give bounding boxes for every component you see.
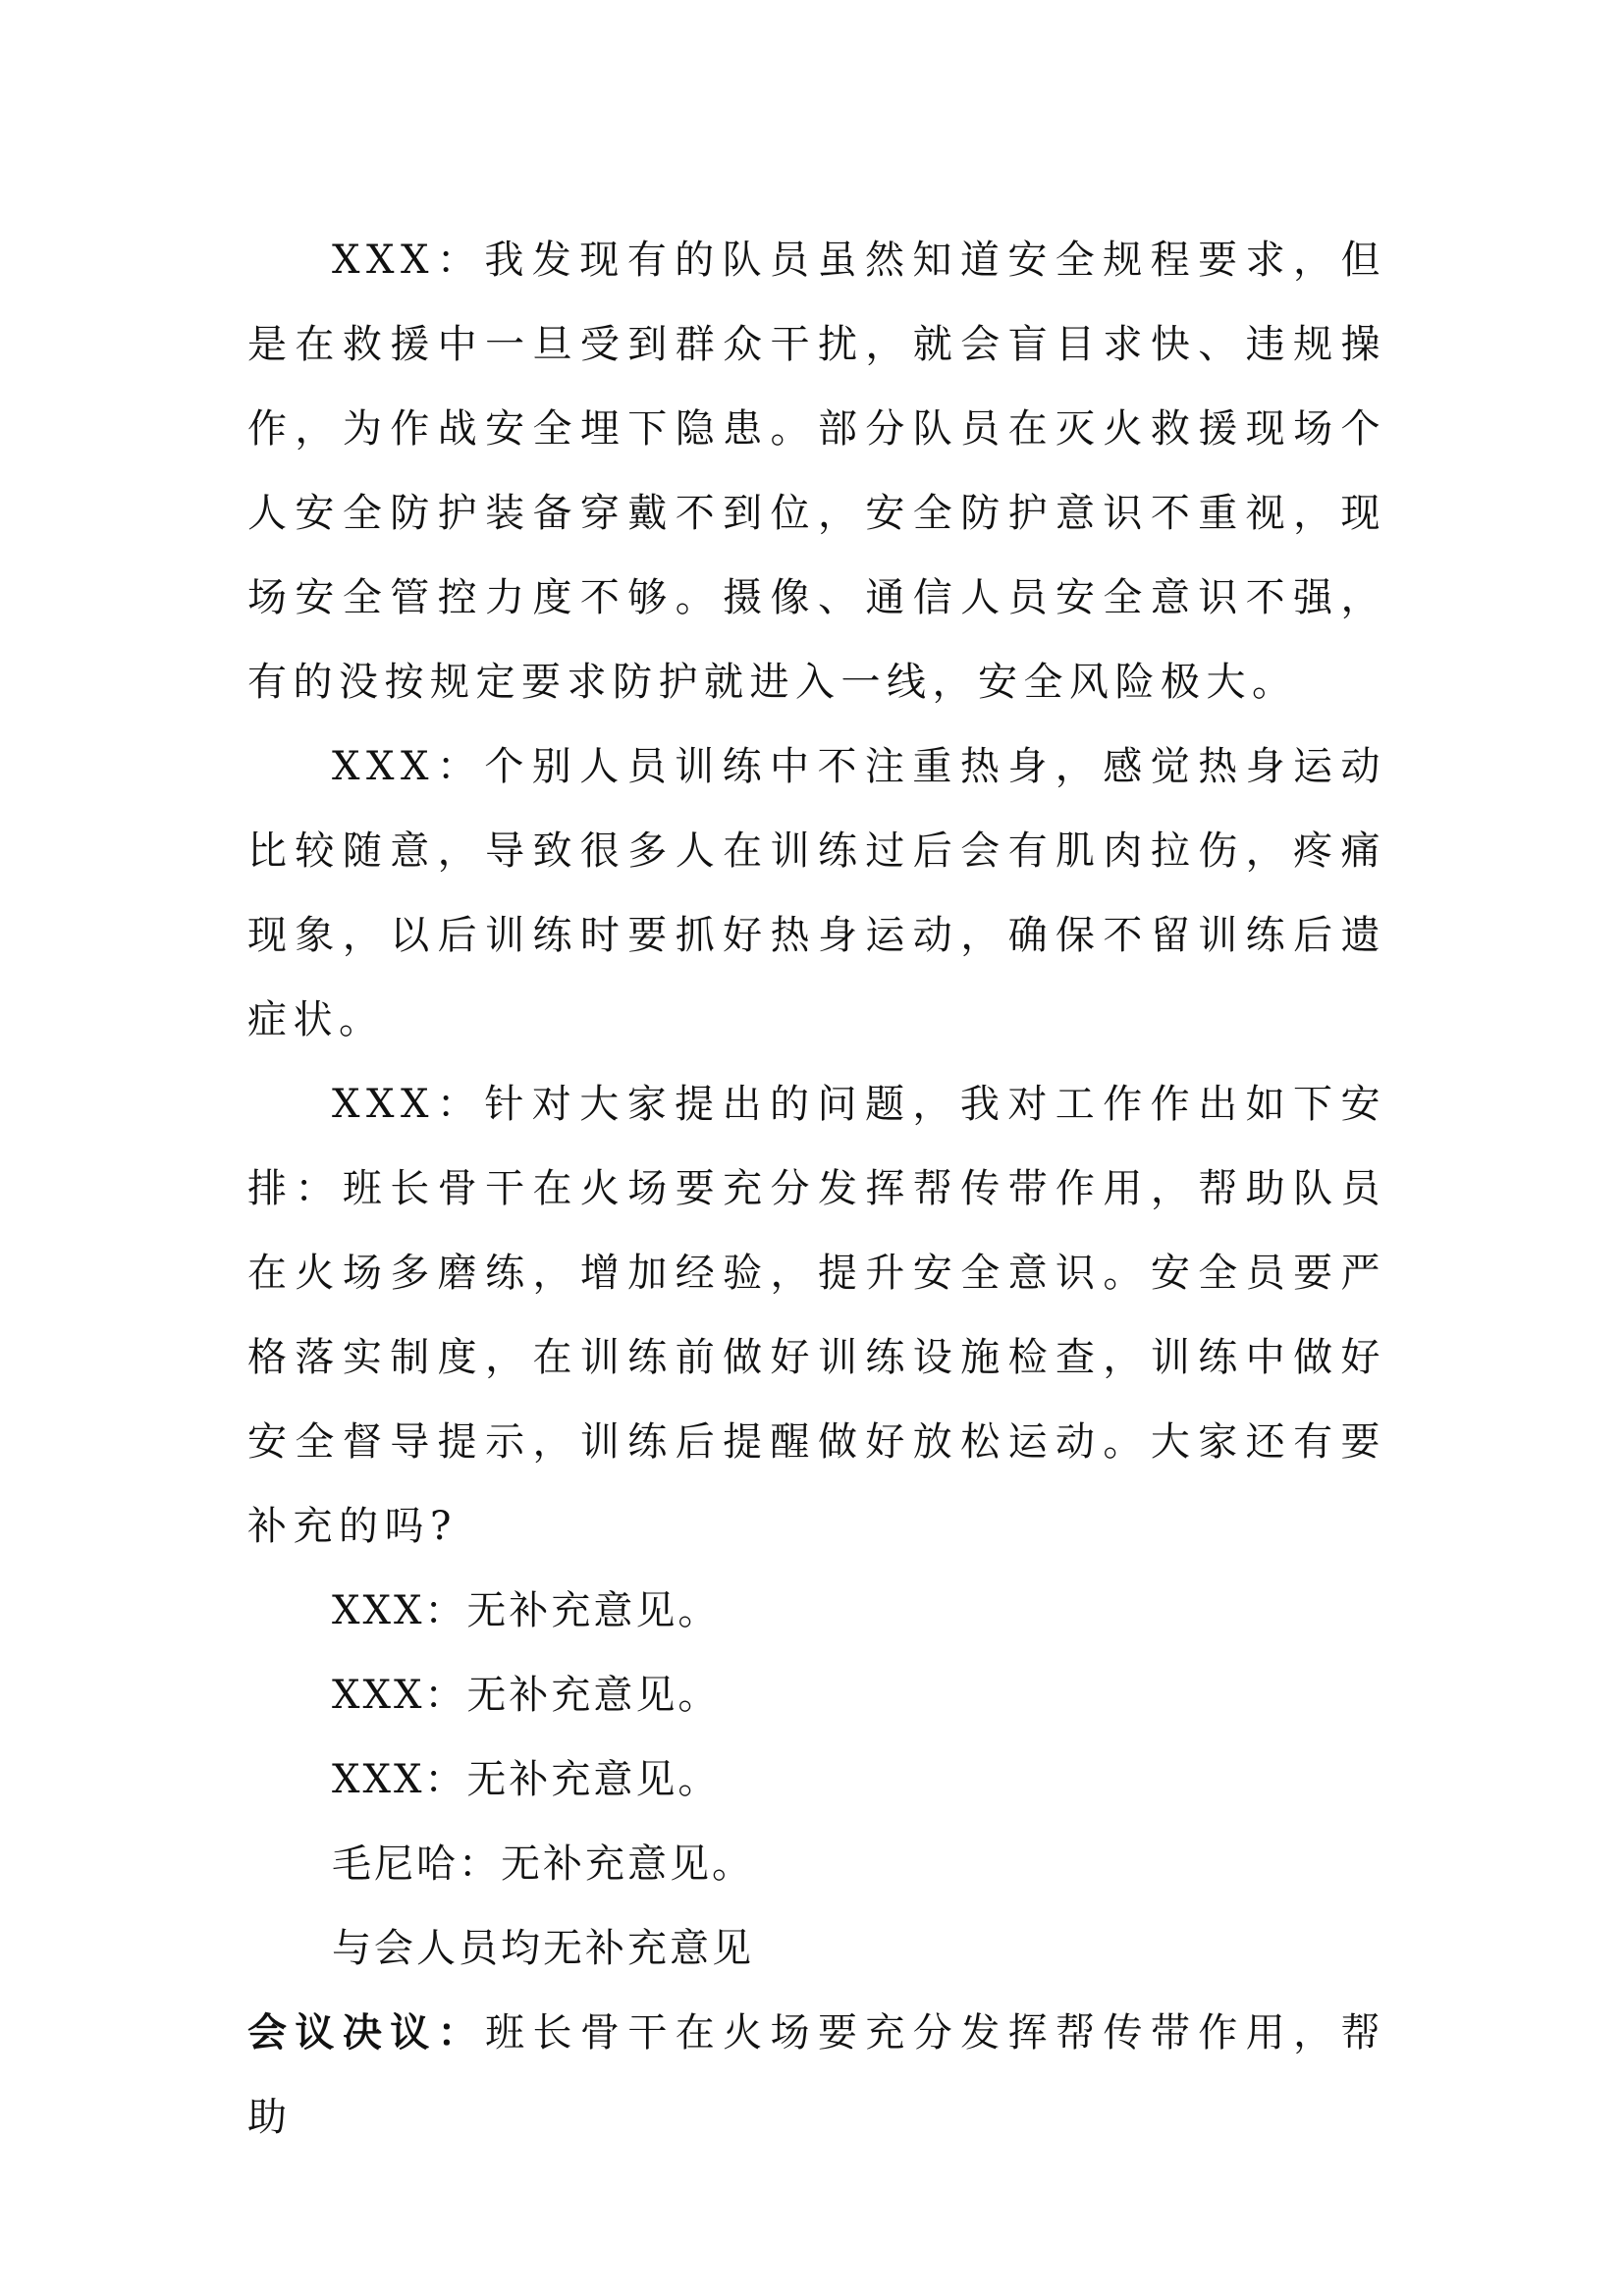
no-comment-line-1: XXX：无补充意见。 bbox=[332, 1588, 721, 1633]
paragraph-safety-issues: XXX：我发现有的队员虽然知道安全规程要求，但是在救援中一旦受到群众干扰，就会盲目求快、违规操作，为作战安全埋下隐患。部分队员在灭火救援现场个人安全防护装备穿戴不到位，安全防护意识不重视，现场安全管控力度不够。摄像、通信人员安全意识不强，有的没按规定要求防护就进入一线，安全风险极大。 bbox=[247, 238, 1386, 705]
resolution-text: 班长骨干在火场要充分发挥帮传带作用，帮助 bbox=[247, 2010, 1387, 2140]
resolution-label: 会议决议： bbox=[247, 2009, 486, 2056]
paragraph-arrangements: XXX：针对大家提出的问题，我对工作作出如下安排：班长骨干在火场要充分发挥帮传带作用，帮助队员在火场多磨练，增加经验，提升安全意识。安全员要严格落实制度，在训练前做好训练设施检查，训练中做好安全督导提示，训练后提醒做好放松运动。大家还有要补充的吗? bbox=[247, 1082, 1386, 1549]
meeting-resolution bbox=[247, 1991, 1386, 2160]
no-comment-line-2: XXX：无补充意见。 bbox=[332, 1673, 721, 1718]
attendees-no-comment-line: 与会人员均无补充意见 bbox=[332, 1926, 754, 1971]
document-body bbox=[247, 218, 1386, 2160]
no-comment-line-3: XXX：无补充意见。 bbox=[332, 1757, 721, 1802]
no-comment-line-4: 毛尼哈：无补充意见。 bbox=[332, 1842, 754, 1887]
paragraph-warmup-issues: XXX：个别人员训练中不注重热身，感觉热身运动比较随意，导致很多人在训练过后会有肌肉拉伤，疼痛现象，以后训练时要抓好热身运动，确保不留训练后遗症状。 bbox=[247, 744, 1386, 1042]
